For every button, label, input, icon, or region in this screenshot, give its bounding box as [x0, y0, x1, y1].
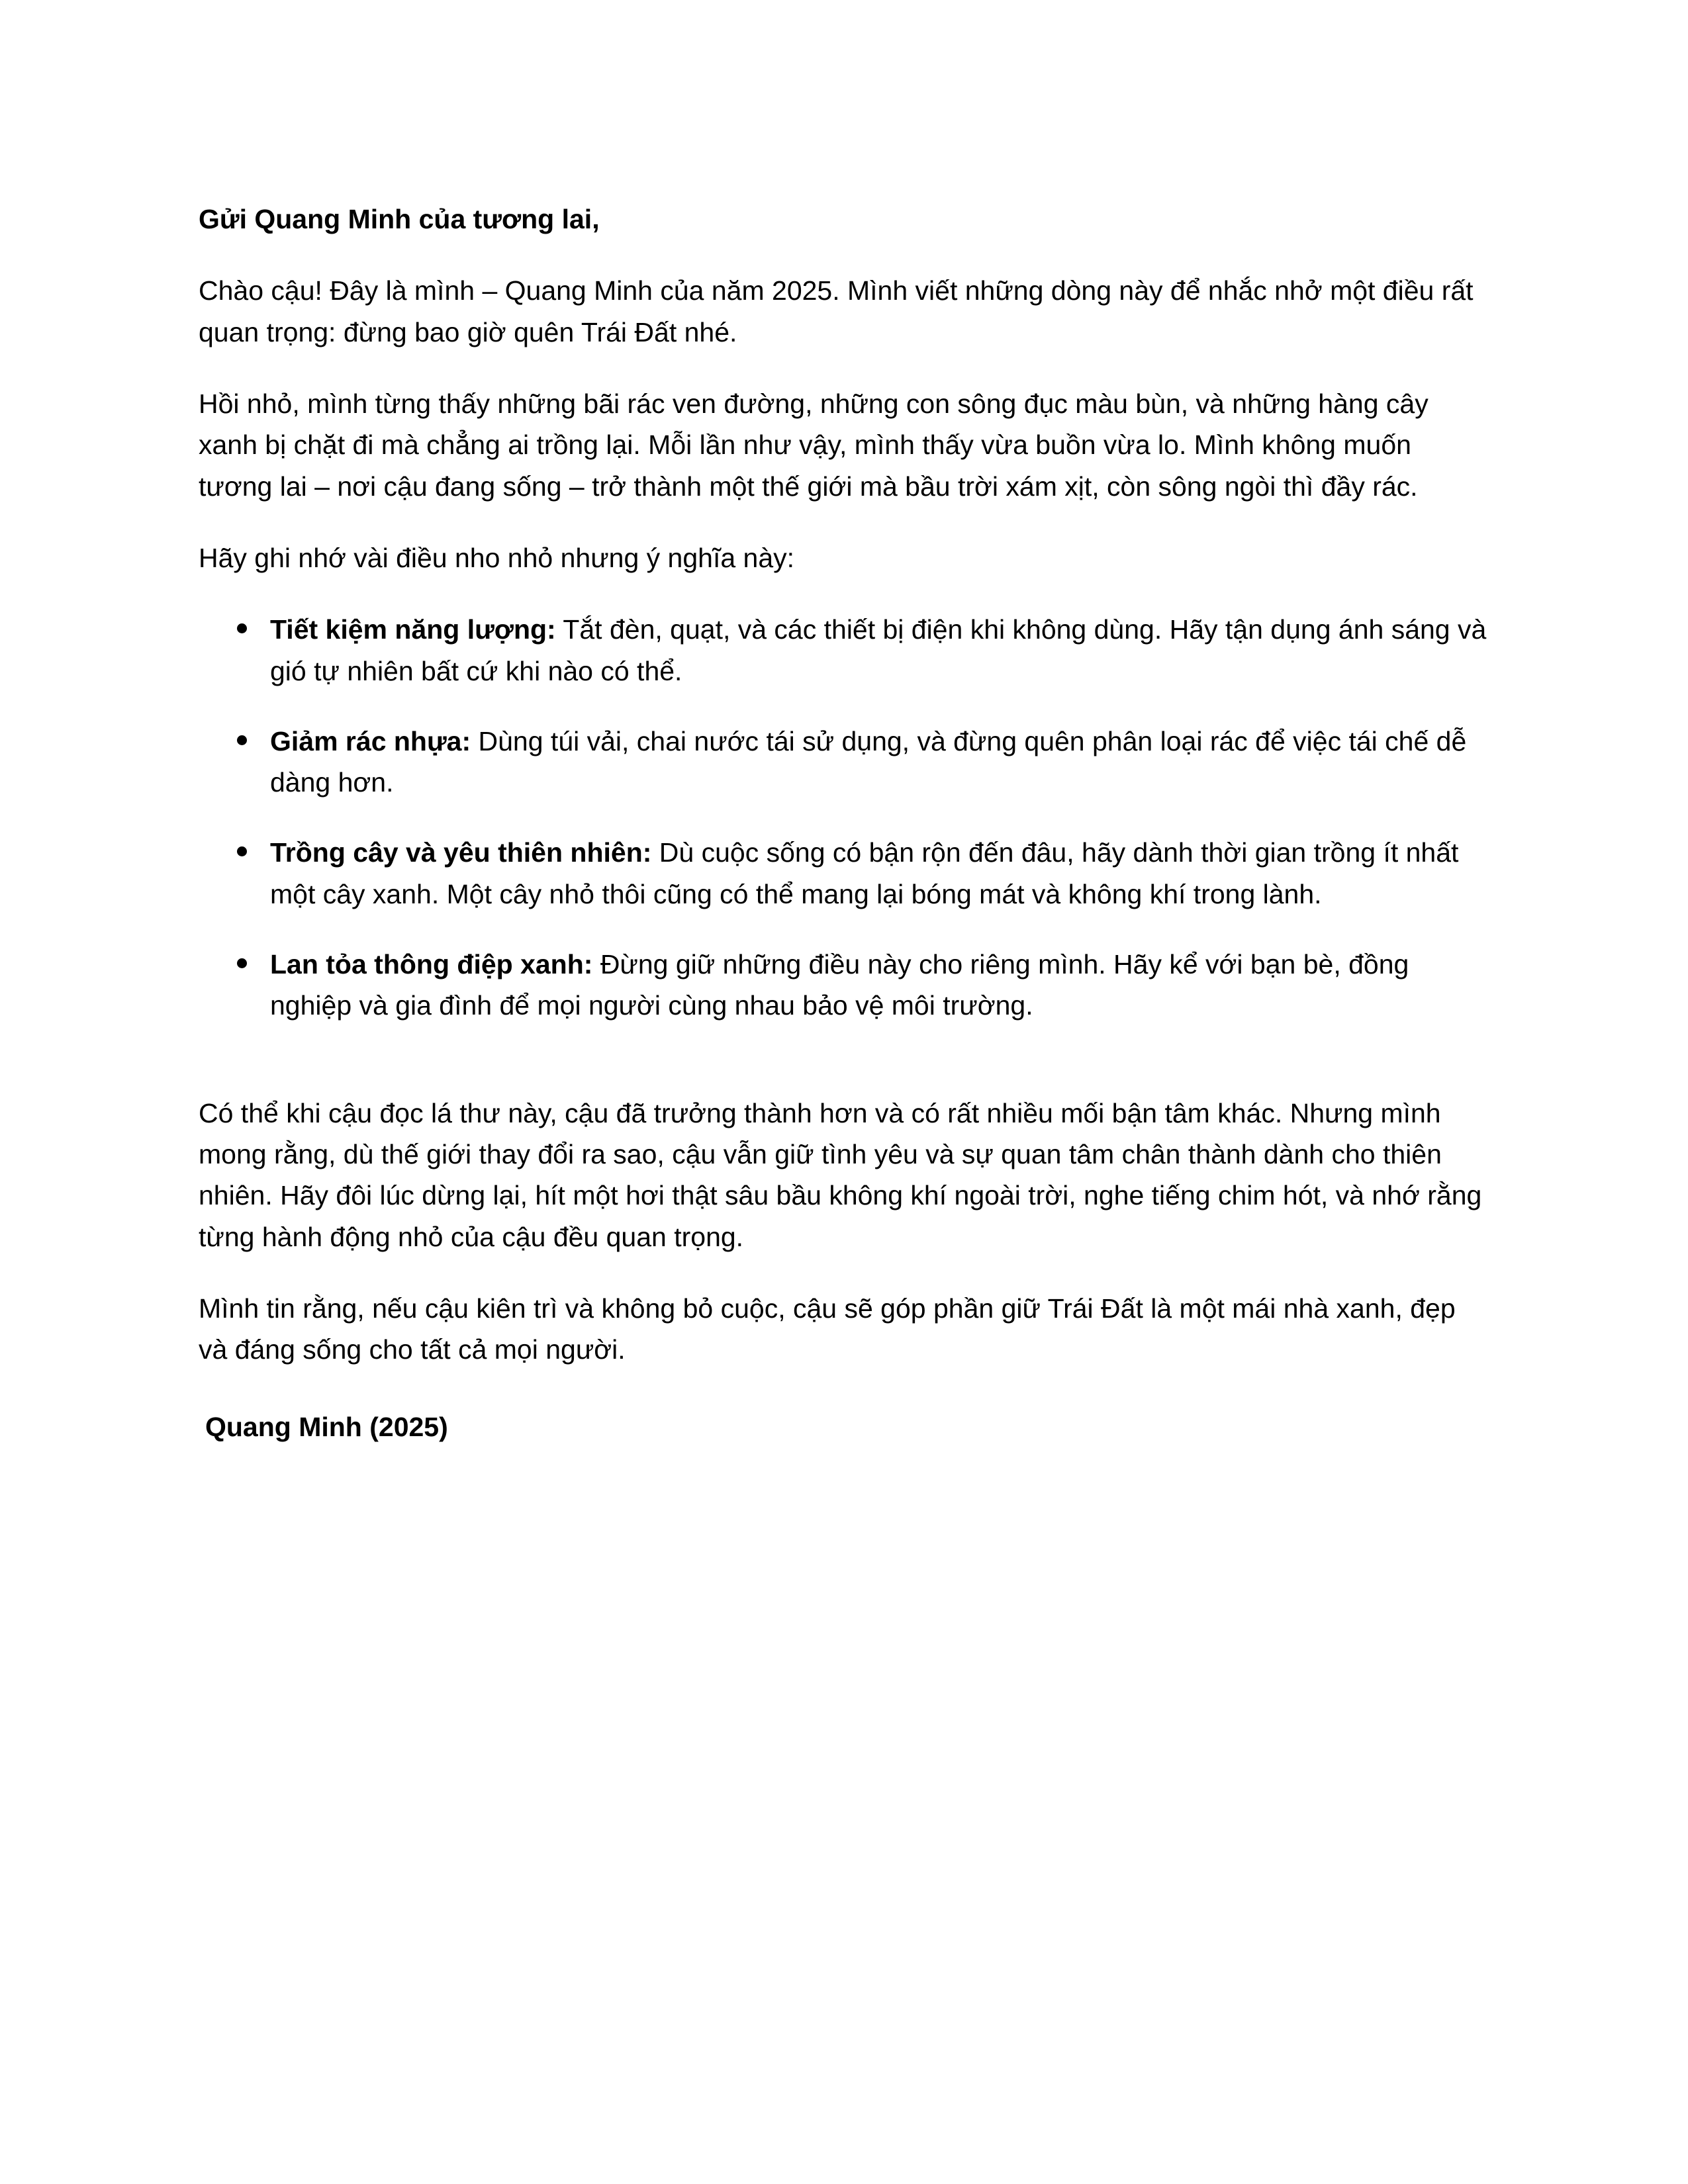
list-item — [199, 832, 1489, 915]
closing-paragraph-1: Có thể khi cậu đọc lá thư này, cậu đã trưởng thành hơn và có rất nhiều mối bận tâm khác. Nhưng mình mong rằng, dù thế giới thay đổi ra sao, cậu vẫn giữ tình yêu và sự quan tâm chân thành dành cho thiên nhiên. Hãy đôi lúc dừng lại, hít một hơi thật sâu bầu không khí ngoài trời, nghe tiếng chim hót, và nhớ rằng từng hành động nhỏ của cậu đều quan trọng. — [199, 1097, 1482, 1252]
tip-label: Lan tỏa thông điệp xanh: — [270, 949, 593, 980]
section-spacer — [199, 1057, 1489, 1093]
tip-text: Đừng giữ những điều này cho riêng mình. Hãy kể với bạn bè, đồng nghiệp và gia đình để mọi người cùng nhau bảo vệ môi trường. — [270, 949, 1409, 1021]
tip-text: Dùng túi vải, chai nước tái sử dụng, và đừng quên phân loại rác để việc tái chế dễ dàng hơn. — [270, 725, 1467, 798]
signature: Quang Minh (2025) — [205, 1411, 448, 1442]
list-item — [199, 944, 1489, 1026]
bullet-icon — [237, 846, 247, 856]
bullet-icon — [237, 735, 247, 745]
document-body — [199, 199, 1489, 1447]
tip-label: Tiết kiệm năng lượng: — [270, 614, 556, 645]
tip-text: Tắt đèn, quạt, và các thiết bị điện khi không dùng. Hãy tận dụng ánh sáng và gió tự nhiên bất cứ khi nào có thể. — [270, 614, 1487, 686]
list-lead-in: Hãy ghi nhớ vài điều nho nhỏ nhưng ý nghĩa này: — [199, 542, 795, 573]
bullet-icon — [237, 623, 247, 633]
signature-spacer — [199, 1401, 1489, 1406]
tip-text: Dù cuộc sống có bận rộn đến đâu, hãy dành thời gian trồng ít nhất một cây xanh. Một cây nhỏ thôi cũng có thể mang lại bóng mát và không khí trong lành. — [270, 837, 1459, 909]
closing-paragraph-2: Mình tin rằng, nếu cậu kiên trì và không bỏ cuộc, cậu sẽ góp phần giữ Trái Đất là một mái nhà xanh, đẹp và đáng sống cho tất cả mọi người. — [199, 1293, 1456, 1365]
intro-paragraph: Chào cậu! Đây là mình – Quang Minh của năm 2025. Mình viết những dòng này để nhắc nhở một điều rất quan trọng: đừng bao giờ quên Trái Đất nhé. — [199, 275, 1474, 347]
tip-label: Trồng cây và yêu thiên nhiên: — [270, 837, 652, 868]
list-item — [199, 721, 1489, 803]
memory-paragraph: Hồi nhỏ, mình từng thấy những bãi rác ven đường, những con sông đục màu bùn, và những hàng cây xanh bị chặt đi mà chẳng ai trồng lại. Mỗi lần như vậy, mình thấy vừa buồn vừa lo. Mình không muốn tương lai – nơi cậu đang sống – trở thành một thế giới mà bầu trời xám xịt, còn sông ngòi thì đầy rác. — [199, 388, 1429, 502]
salutation: Gửi Quang Minh của tương lai, — [199, 204, 600, 234]
tips-list — [199, 609, 1489, 1026]
tip-label: Giảm rác nhựa: — [270, 725, 471, 756]
list-item — [199, 609, 1489, 692]
bullet-icon — [237, 958, 247, 968]
